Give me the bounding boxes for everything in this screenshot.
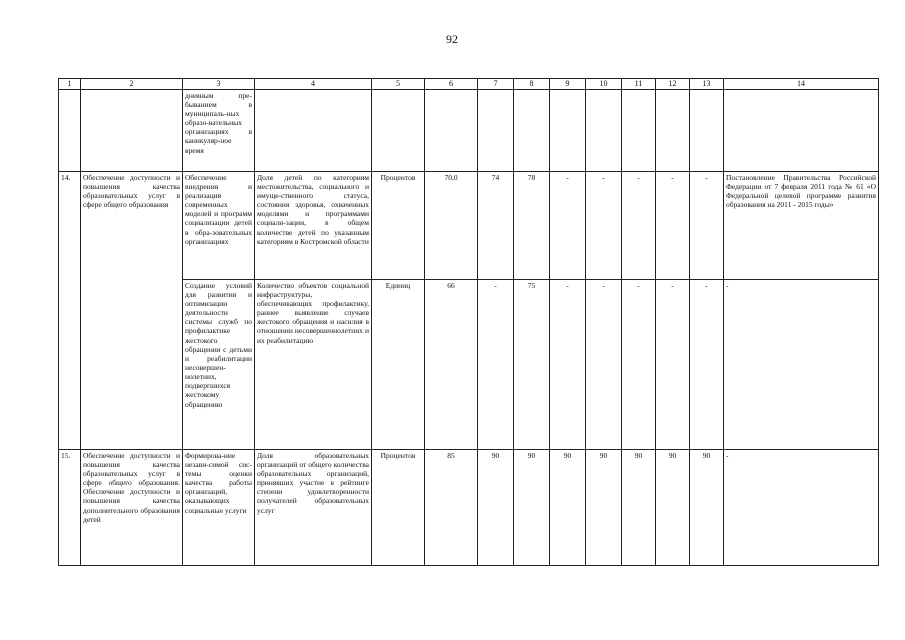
value-cell: - [586, 279, 622, 449]
col-num: 4 [255, 79, 372, 90]
col-num: 12 [656, 79, 690, 90]
indicator-cell: Доля детей по категориям местожительства, социального и имуще-ственного статуса, состояния здоровья, охваченных моделями и программами социали-зации, в общем количестве детей по указанным категориям в Костромской области [255, 171, 372, 279]
value-cell: 90 [550, 449, 586, 565]
value-cell: - [656, 279, 690, 449]
value-cell: - [550, 171, 586, 279]
value-cell: - [550, 279, 586, 449]
measure-cell: Обеспечение внедрения и реализация современных моделей и программ социализации детей в обра-зовательных организациях [183, 171, 255, 279]
cell [372, 89, 425, 171]
cell [550, 89, 586, 171]
value-cell: - [690, 279, 724, 449]
value-cell: 75 [514, 279, 550, 449]
value-cell: 90 [622, 449, 656, 565]
value-cell: - [622, 171, 656, 279]
unit-cell: Процентов [372, 449, 425, 565]
col-num: 9 [550, 79, 586, 90]
table-row-15 [59, 449, 879, 565]
value-cell: 70,0 [425, 171, 478, 279]
col-num: 5 [372, 79, 425, 90]
col-num: 14 [724, 79, 879, 90]
cell [622, 89, 656, 171]
value-cell: 90 [478, 449, 514, 565]
col-num: 1 [59, 79, 81, 90]
goal-cell: Обеспечение доступности и повышения качества образовательных услуг в сфере общего образования. Обеспечение доступности и повышения качества дополнительного образования детей [81, 449, 183, 565]
measure-cell: Создание условий для развития и оптимизации деятельности системы служб по профилактике жестокого обращения с детьми и реабилитации несовершен-нолетних, подвергшихся жестокому обращению [183, 279, 255, 449]
value-cell: 78 [514, 171, 550, 279]
column-number-row [59, 79, 879, 90]
value-cell: 90 [690, 449, 724, 565]
value-cell: 90 [656, 449, 690, 565]
col-num: 11 [622, 79, 656, 90]
table-row-14a [59, 171, 879, 279]
cell [586, 89, 622, 171]
goal-cell: Обеспечение доступности и повышения качества образовательных услуг в сфере общего образования [81, 171, 183, 449]
value-cell: - [656, 171, 690, 279]
source-cell: Постановление Правительства Российской Федерации от 7 февраля 2011 года № 61 «О Федеральной целевой программе развития образования на 2011 - 2015 годы» [724, 171, 879, 279]
value-cell: 90 [586, 449, 622, 565]
unit-cell: Единиц [372, 279, 425, 449]
col-num: 13 [690, 79, 724, 90]
value-cell: - [690, 171, 724, 279]
page-number: 92 [446, 32, 458, 46]
col-num: 2 [81, 79, 183, 90]
value-cell: - [586, 171, 622, 279]
row-number: 15. [59, 449, 81, 565]
cell [478, 89, 514, 171]
indicator-cell: Доля образовательных организаций от общего количества образовательных организаций, принявших участие в рейтинге степени удовлетворенности получателей образовательных услуг [255, 449, 372, 565]
row-number: 14. [59, 171, 81, 449]
col-num: 7 [478, 79, 514, 90]
measure-cell: Формирова-ние незави-симой сис-темы оценки качества работы организаций, оказывающих социальные услуги [183, 449, 255, 565]
measure-continued: дневным пре-быванием в муниципаль-ных образо-вательных организациях в каникуляр-ное время [183, 89, 255, 171]
value-cell: - [622, 279, 656, 449]
cell [724, 89, 879, 171]
value-cell: 66 [425, 279, 478, 449]
value-cell: 90 [514, 449, 550, 565]
indicator-cell: Количество объектов социальной инфраструктуры, обеспечивающих профилактику, раннее выявление случаев жестокого обращения и насилия в отношении несовершеннолетних и их реабилитацию [255, 279, 372, 449]
cell [656, 89, 690, 171]
col-num: 10 [586, 79, 622, 90]
col-num: 6 [425, 79, 478, 90]
cell [59, 89, 81, 171]
cell [255, 89, 372, 171]
indicators-table [58, 78, 879, 566]
col-num: 8 [514, 79, 550, 90]
cell [690, 89, 724, 171]
unit-cell: Процентов [372, 171, 425, 279]
value-cell: 85 [425, 449, 478, 565]
col-num: 3 [183, 79, 255, 90]
cell [81, 89, 183, 171]
value-cell: 74 [478, 171, 514, 279]
source-cell: - [724, 279, 879, 449]
continued-row [59, 89, 879, 171]
source-cell: - [724, 449, 879, 565]
value-cell: - [478, 279, 514, 449]
cell [425, 89, 478, 171]
cell [514, 89, 550, 171]
